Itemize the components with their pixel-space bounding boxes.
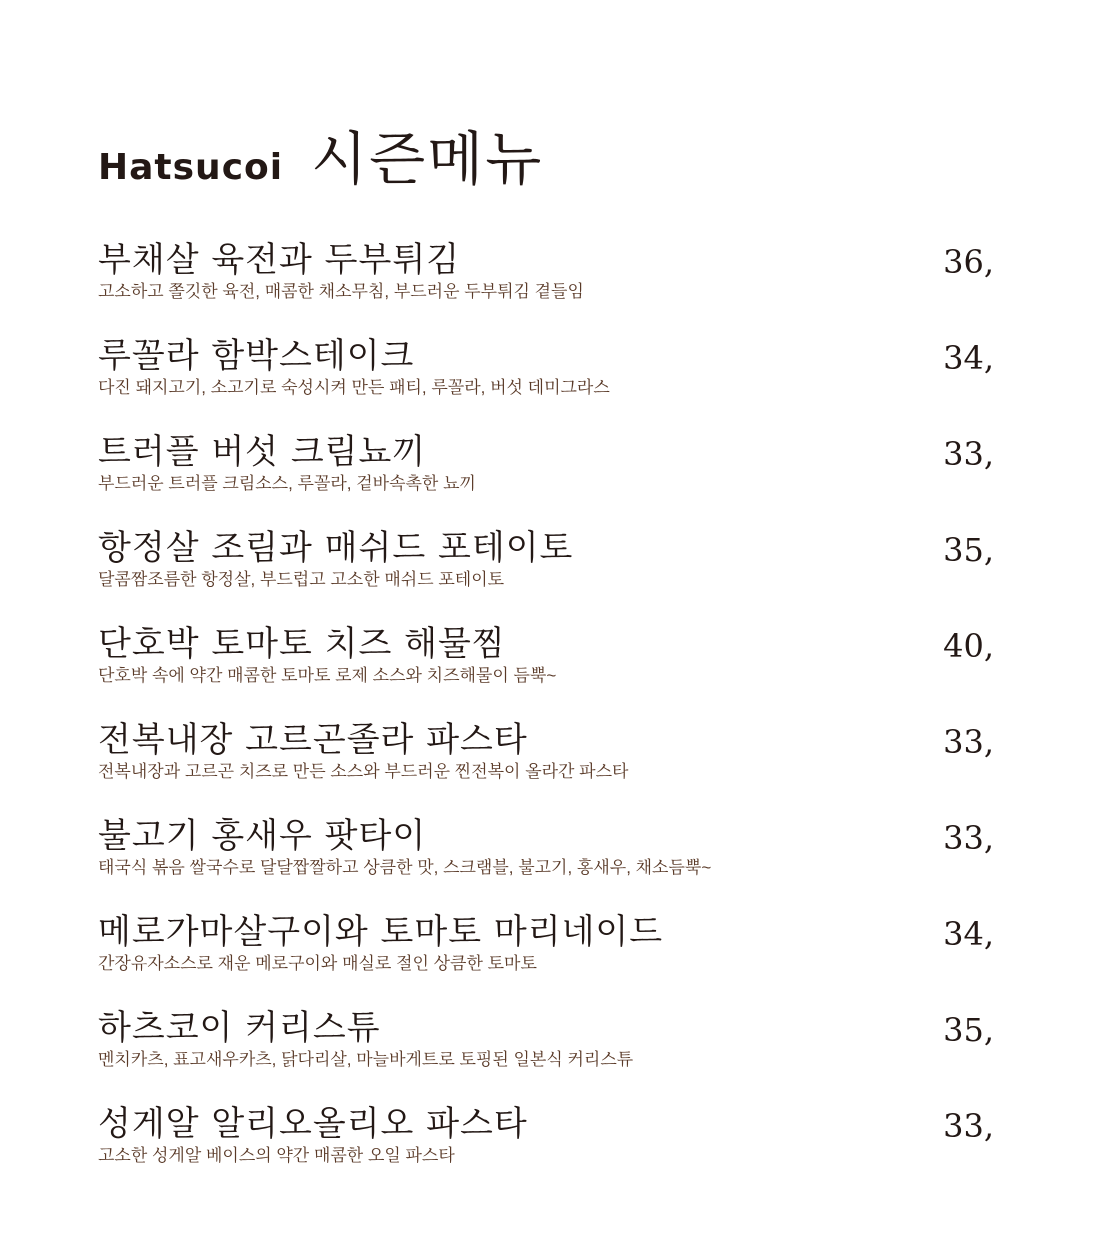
menu-item-price: 34, [943, 339, 994, 377]
menu-item-description: 간장유자소스로 재운 메로구이와 매실로 절인 상큼한 토마토 [98, 954, 537, 973]
page-header [98, 112, 543, 192]
menu-item [98, 718, 998, 814]
menu-item [98, 1006, 998, 1102]
menu-item-description: 고소하고 쫄깃한 육전, 매콤한 채소무침, 부드러운 두부튀김 곁들임 [98, 282, 584, 301]
menu-item [98, 526, 998, 622]
menu-item-name: 루꼴라 함박스테이크 [98, 336, 415, 376]
menu-item [98, 814, 998, 910]
menu-item-price: 33, [943, 723, 994, 761]
menu-item-name: 불고기 홍새우 팟타이 [98, 816, 427, 856]
menu-item-name: 단호박 토마토 치즈 해물찜 [98, 624, 506, 664]
menu-item-price: 35, [943, 1011, 994, 1049]
menu-item-description: 태국식 볶음 쌀국수로 달달짭짤하고 상큼한 맛, 스크램블, 불고기, 홍새우, 채소듬뿍~ [98, 858, 712, 877]
menu-item [98, 622, 998, 718]
menu-item-name: 메로가마살구이와 토마토 마리네이드 [98, 912, 664, 952]
menu-item-name: 항정살 조림과 매쉬드 포테이토 [98, 528, 574, 568]
menu-item-name: 전복내장 고르곤졸라 파스타 [98, 720, 528, 760]
menu-item [98, 1102, 998, 1198]
brand-name: Hatsucoi [98, 147, 284, 188]
menu-item-name: 트러플 버섯 크림뇨끼 [98, 432, 427, 472]
menu-item-name: 성게알 알리오올리오 파스타 [98, 1104, 528, 1144]
menu-item-description: 전복내장과 고르곤 치즈로 만든 소스와 부드러운 찐전복이 올라간 파스타 [98, 762, 629, 781]
page-title: 시즌메뉴 [311, 125, 544, 193]
menu-item-name: 부채살 육전과 두부튀김 [98, 240, 461, 280]
menu-item-price: 34, [943, 915, 994, 953]
menu-item-description: 부드러운 트러플 크림소스, 루꼴라, 겉바속촉한 뇨끼 [98, 474, 476, 493]
menu-item-price: 33, [943, 819, 994, 857]
menu-item-price: 33, [943, 1107, 994, 1145]
menu-item [98, 334, 998, 430]
menu-item [98, 910, 998, 1006]
menu-item-description: 고소한 성게알 베이스의 약간 매콤한 오일 파스타 [98, 1146, 455, 1165]
menu-item [98, 238, 998, 334]
menu-item-name: 하츠코이 커리스튜 [98, 1008, 381, 1048]
menu-item-price: 33, [943, 435, 994, 473]
menu-item-description: 다진 돼지고기, 소고기로 숙성시켜 만든 패티, 루꼴라, 버섯 데미그라스 [98, 378, 610, 397]
menu-item-description: 멘치카츠, 표고새우카츠, 닭다리살, 마늘바게트로 토핑된 일본식 커리스튜 [98, 1050, 634, 1069]
menu-item-price: 40, [943, 627, 994, 665]
menu-item-price: 36, [943, 243, 994, 281]
menu-list [98, 238, 998, 1198]
menu-item-description: 달콤짬조름한 항정살, 부드럽고 고소한 매쉬드 포테이토 [98, 570, 505, 589]
menu-item-description: 단호박 속에 약간 매콤한 토마토 로제 소스와 치즈해물이 듬뿍~ [98, 666, 557, 685]
menu-item [98, 430, 998, 526]
menu-item-price: 35, [943, 531, 994, 569]
